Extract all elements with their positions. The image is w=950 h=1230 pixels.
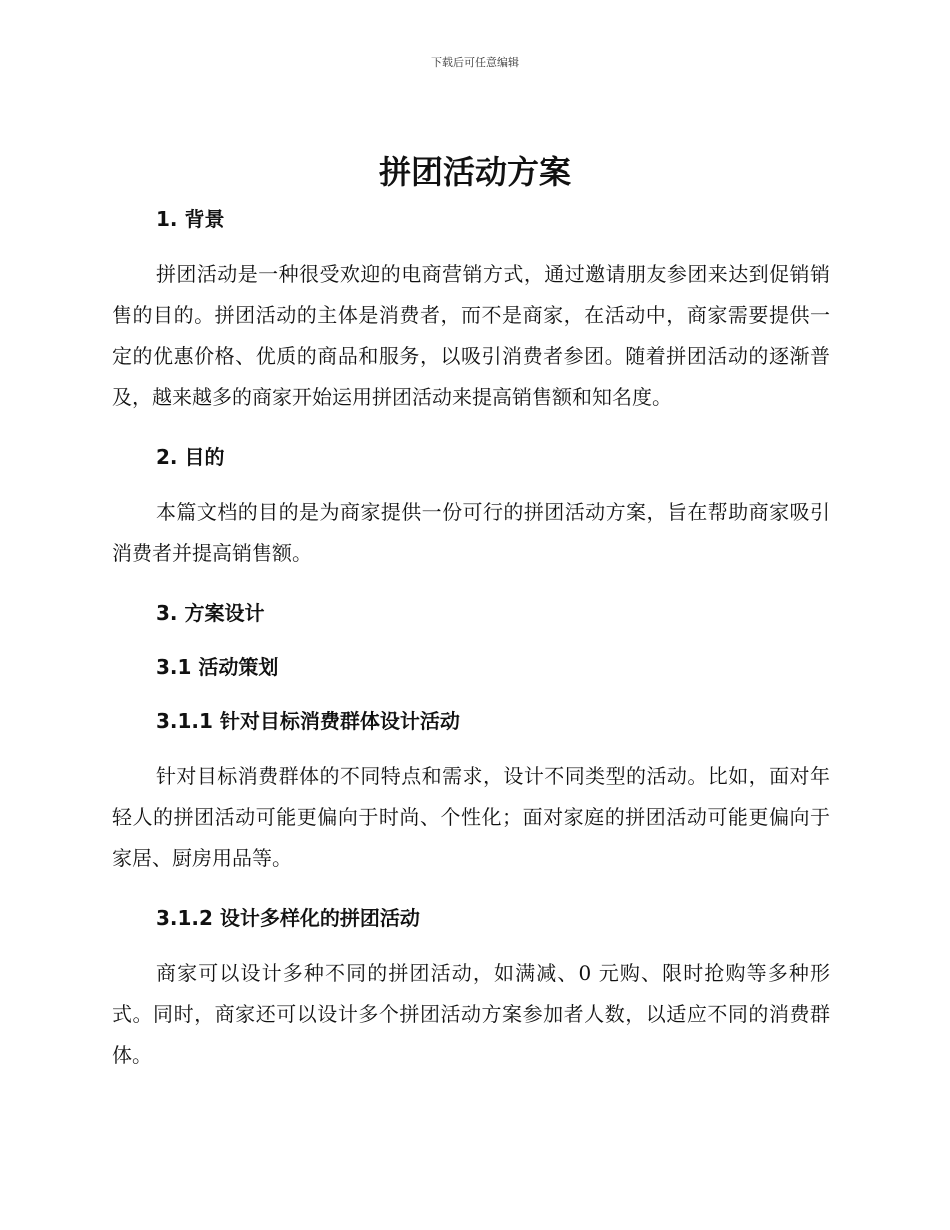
section-heading-purpose: 2. 目的 [156,445,225,469]
subsubsection-heading-target-group: 3.1.1 针对目标消费群体设计活动 [156,709,460,733]
section-heading-background: 1. 背景 [156,207,225,231]
subsection-heading-activity-planning: 3.1 活动策划 [156,655,279,679]
paragraph-background: 拼团活动是一种很受欢迎的电商营销方式，通过邀请朋友参团来达到促销销售的目的。拼团活动的主体是消费者，而不是商家，在活动中，商家需要提供一定的优惠价格、优质的商品和服务，以吸引消费者参团。随着拼团活动的逐渐普及，越来越多的商家开始运用拼团活动来提高销售额和知名度。 [112,262,830,409]
section-heading-plan-design: 3. 方案设计 [156,601,265,625]
paragraph-target-group: 针对目标消费群体的不同特点和需求，设计不同类型的活动。比如，面对年轻人的拼团活动可能更偏向于时尚、个性化；面对家庭的拼团活动可能更偏向于家居、厨房用品等。 [112,764,830,870]
paragraph-purpose: 本篇文档的目的是为商家提供一份可行的拼团活动方案，旨在帮助商家吸引消费者并提高销售额。 [112,500,830,565]
document-title: 拼团活动方案 [378,153,571,191]
subsubsection-heading-diverse-activities: 3.1.2 设计多样化的拼团活动 [156,906,420,930]
paragraph-diverse-activities: 商家可以设计多种不同的拼团活动，如满减、0 元购、限时抢购等多种形式。同时，商家还可以设计多个拼团活动方案参加者人数，以适应不同的消费群体。 [112,961,830,1067]
header-note: 下载后可任意编辑 [431,56,519,69]
document-body [112,202,830,1076]
